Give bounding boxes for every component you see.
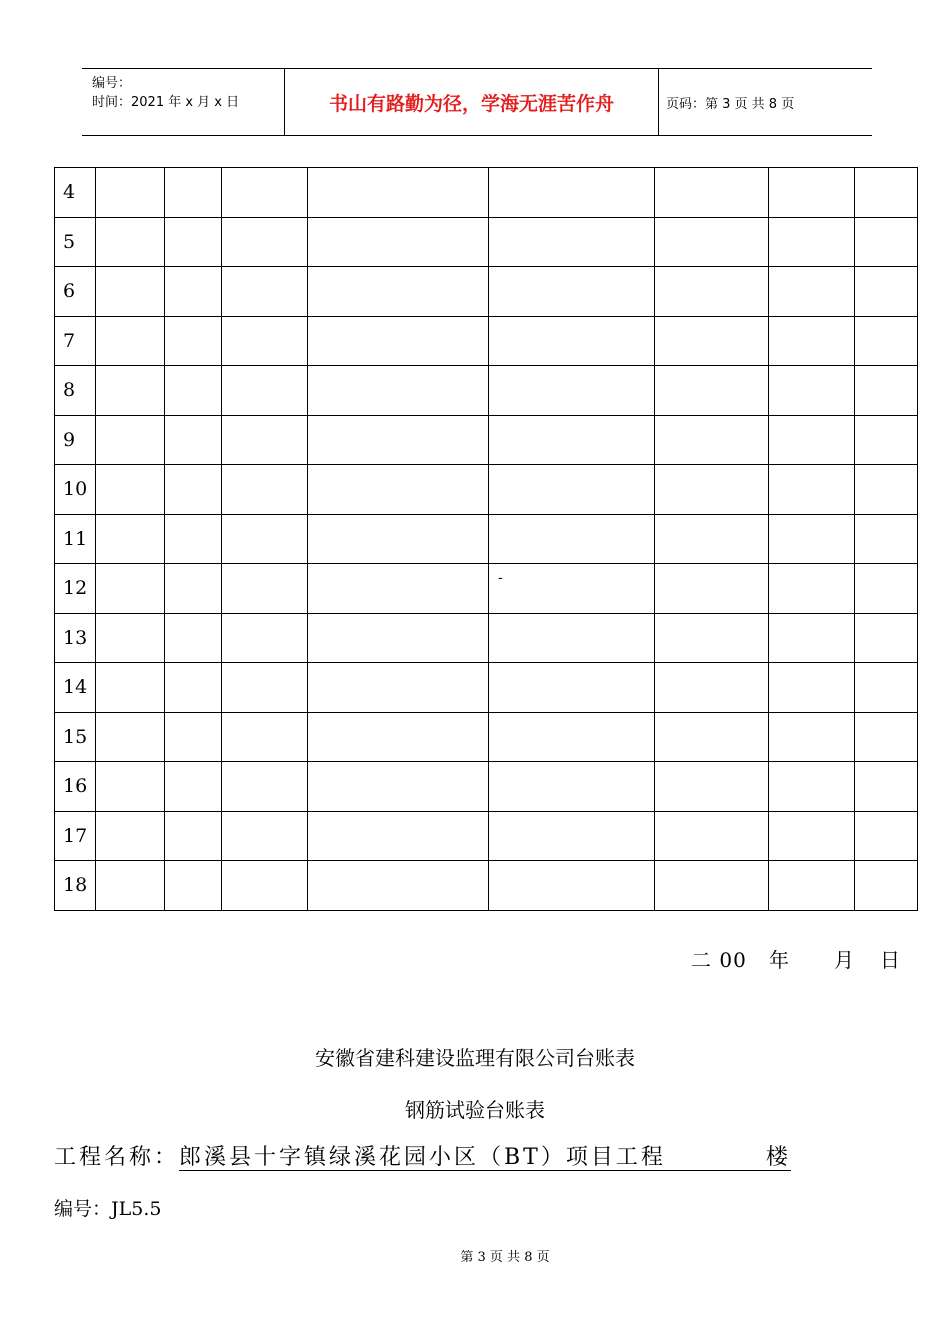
table-cell (165, 762, 222, 812)
table-cell (165, 168, 222, 218)
table-cell (165, 415, 222, 465)
table-row (55, 663, 918, 713)
ledger-title: 钢筋试验台账表 (405, 1098, 545, 1122)
table-cell (308, 811, 489, 861)
table-cell (222, 762, 308, 812)
ledger-table (54, 167, 918, 911)
table-cell (769, 712, 855, 762)
table-cell (308, 613, 489, 663)
table-cell (489, 712, 655, 762)
table-cell (655, 613, 769, 663)
table-cell (222, 712, 308, 762)
table-cell (769, 465, 855, 515)
date-year: 年 (769, 948, 790, 972)
table-cell (222, 366, 308, 416)
table-cell (96, 564, 165, 614)
table-cell (769, 514, 855, 564)
table-cell (222, 316, 308, 366)
table-cell (96, 316, 165, 366)
table-cell (655, 514, 769, 564)
table-cell (222, 415, 308, 465)
table-cell (96, 465, 165, 515)
table-cell (489, 168, 655, 218)
table-row (55, 762, 918, 812)
table-cell (489, 514, 655, 564)
table-cell (165, 366, 222, 416)
table-cell (489, 316, 655, 366)
table-cell (769, 217, 855, 267)
row-number: 16 (55, 762, 96, 812)
row-number: 5 (55, 217, 96, 267)
table-cell (655, 415, 769, 465)
table-cell (655, 564, 769, 614)
table-cell (489, 762, 655, 812)
table-row (55, 316, 918, 366)
table-cell (855, 564, 918, 614)
table-cell (308, 465, 489, 515)
table-cell (222, 267, 308, 317)
table-cell (769, 267, 855, 317)
table-cell (308, 762, 489, 812)
table-cell (222, 613, 308, 663)
table-row (55, 366, 918, 416)
table-row (55, 712, 918, 762)
row-number: 17 (55, 811, 96, 861)
table-cell (855, 663, 918, 713)
table-cell (96, 366, 165, 416)
table-cell (489, 465, 655, 515)
table-cell (222, 168, 308, 218)
table-cell (855, 762, 918, 812)
table-cell (855, 366, 918, 416)
table-cell (165, 861, 222, 911)
project-name: 郎溪县十字镇绿溪花园小区（BT）项目工程 (179, 1145, 666, 1170)
table-cell (655, 663, 769, 713)
table-cell (655, 712, 769, 762)
table-cell (96, 168, 165, 218)
table-cell (165, 811, 222, 861)
table-row (55, 168, 918, 218)
table-cell (855, 613, 918, 663)
table-cell (769, 613, 855, 663)
document-header (82, 68, 872, 136)
header-time-label: 时间：2021 年 x 月 x 日 (92, 95, 240, 110)
table-row (55, 811, 918, 861)
table-cell (655, 811, 769, 861)
table-cell (308, 217, 489, 267)
row-number: 12 (55, 564, 96, 614)
table-cell (165, 663, 222, 713)
table-cell (165, 316, 222, 366)
table-cell (769, 316, 855, 366)
table-cell (96, 663, 165, 713)
row-number: 9 (55, 415, 96, 465)
table-cell (769, 564, 855, 614)
date-month: 月 (834, 948, 855, 972)
row-number: 10 (55, 465, 96, 515)
serial-number: 编号：JL5.5 (54, 1198, 162, 1220)
table-row (55, 861, 918, 911)
table-cell (96, 861, 165, 911)
row-number: 7 (55, 316, 96, 366)
table-cell (222, 663, 308, 713)
table-row (55, 514, 918, 564)
table-cell (96, 613, 165, 663)
table-cell (489, 217, 655, 267)
table-cell (769, 811, 855, 861)
date-prefix: 二 00 (691, 948, 747, 972)
row-number: 8 (55, 366, 96, 416)
table-cell (655, 762, 769, 812)
table-cell (655, 267, 769, 317)
table-cell (489, 564, 655, 614)
table-cell (655, 316, 769, 366)
table-cell (855, 811, 918, 861)
table-cell (855, 168, 918, 218)
table-cell (222, 217, 308, 267)
header-motto: 书山有路勤为径，学海无涯苦作舟 (284, 69, 659, 135)
table-row (55, 267, 918, 317)
row-number: 13 (55, 613, 96, 663)
table-cell (165, 267, 222, 317)
table-cell (489, 861, 655, 911)
table-cell (96, 415, 165, 465)
table-cell (96, 811, 165, 861)
header-meta (82, 69, 284, 135)
table-cell (655, 366, 769, 416)
table-cell (489, 415, 655, 465)
table-cell (308, 564, 489, 614)
table-cell (165, 465, 222, 515)
table-cell (165, 564, 222, 614)
table-cell (96, 267, 165, 317)
table-cell (222, 861, 308, 911)
table-cell (855, 465, 918, 515)
table-cell (769, 762, 855, 812)
project-suffix: 楼 (765, 1145, 791, 1170)
table-cell (855, 514, 918, 564)
table-cell (769, 663, 855, 713)
header-page-info: 页码：第 3 页 共 8 页 (666, 96, 795, 112)
table-cell (769, 861, 855, 911)
table-row (55, 415, 918, 465)
table-cell (308, 267, 489, 317)
table-cell (655, 861, 769, 911)
table-cell (855, 712, 918, 762)
table-row (55, 217, 918, 267)
project-line (54, 1140, 791, 1171)
row-number: 14 (55, 663, 96, 713)
table-cell (308, 168, 489, 218)
table-cell (308, 316, 489, 366)
table-cell (222, 465, 308, 515)
cell-mark: - (498, 570, 503, 586)
row-number: 6 (55, 267, 96, 317)
table-cell (655, 217, 769, 267)
row-number: 4 (55, 168, 96, 218)
row-number: 11 (55, 514, 96, 564)
table-cell (96, 514, 165, 564)
table-cell (489, 613, 655, 663)
table-cell (96, 712, 165, 762)
table-cell (769, 415, 855, 465)
project-name-field (179, 1145, 791, 1171)
table-cell (308, 415, 489, 465)
table-cell (308, 861, 489, 911)
table-cell (308, 663, 489, 713)
table-cell (96, 762, 165, 812)
row-number: 15 (55, 712, 96, 762)
table-cell (165, 613, 222, 663)
table-cell (855, 316, 918, 366)
table-cell (165, 217, 222, 267)
table-cell (222, 811, 308, 861)
table-cell (855, 217, 918, 267)
page-footer: 第 3 页 共 8 页 (460, 1250, 550, 1265)
table-cell (222, 564, 308, 614)
table-cell (489, 811, 655, 861)
table-cell (308, 366, 489, 416)
table-row (55, 465, 918, 515)
table-cell (489, 267, 655, 317)
table-cell (655, 465, 769, 515)
table-cell (308, 514, 489, 564)
table-cell (769, 168, 855, 218)
date-day: 日 (880, 948, 901, 972)
table-cell (769, 366, 855, 416)
table-row (55, 564, 918, 614)
project-label: 工程名称： (54, 1145, 180, 1170)
table-cell (855, 267, 918, 317)
table-cell (165, 712, 222, 762)
table-cell (489, 663, 655, 713)
table-cell (222, 514, 308, 564)
row-number: 18 (55, 861, 96, 911)
table-cell (655, 168, 769, 218)
header-number-label: 编号： (92, 76, 132, 91)
company-title: 安徽省建科建设监理有限公司台账表 (315, 1046, 635, 1070)
table-row (55, 613, 918, 663)
table-cell (308, 712, 489, 762)
table-cell (165, 514, 222, 564)
table-cell (489, 366, 655, 416)
table-cell (96, 217, 165, 267)
table-cell (855, 861, 918, 911)
table-cell (855, 415, 918, 465)
